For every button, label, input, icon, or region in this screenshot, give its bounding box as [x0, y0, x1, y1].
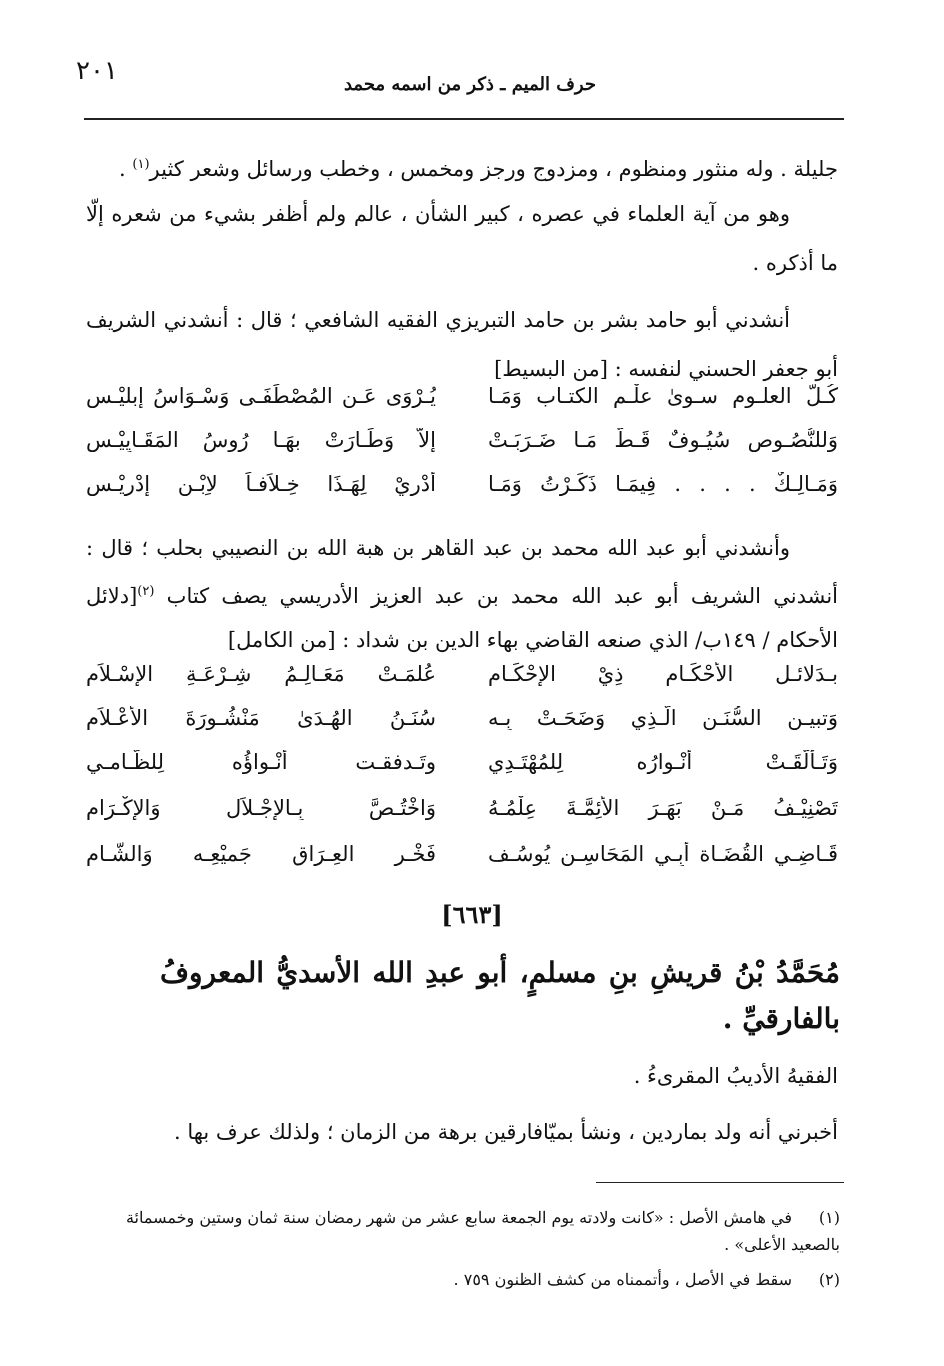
paragraph-4	[86, 526, 838, 662]
paragraph-4-text: وأنشدني أبو عبد الله محمد بن عبد القاهر بن هبة الله بن النصيبي بحلب ؛ قال : أنشدني الشريف أبو عبد الله محمد بن عبد العزيز الأدريسي يصف كتاب	[86, 536, 838, 608]
paragraph-1-text: جليلة . وله منثور ومنظوم ، ومزدوج ورجز ومخمس ، وخطب ورسائل وشعر كثير	[149, 157, 838, 181]
hemistich-second: وَاخْتُـصَّ بِـالإجْـلاَل وَالإكْـرَام	[86, 796, 436, 820]
poem-2-line-2	[86, 706, 838, 750]
hemistich-second: أَدْرِيْ لِهَـذَا خِـلاَفـاً لاِبْـنِ إدْرِيْـس	[86, 472, 436, 496]
entry-title: مُحَمَّدُ بْنُ قريشِ بنِ مسلمٍ، أبو عبدِ الله الأسديُّ المعروفُ بالفارقيِّ .	[160, 956, 840, 1035]
poem-2-line-4	[86, 796, 838, 840]
entry-number: [٦٦٣]	[441, 900, 503, 929]
hemistich-first: وَتَـأَلَّقَـتْ أَنْـوارُه لِلمُهْتَـدِي	[488, 750, 838, 774]
hemistich-second: يُـرْوَى عَـن المُصْطَفَـى وَسْـوَاسُ إبليْـس	[86, 384, 436, 408]
poem-1-line-2	[86, 428, 838, 472]
footnote-number: (١)	[818, 1208, 840, 1227]
poem-2-line-3	[86, 750, 838, 794]
paragraph-1-end: .	[119, 157, 133, 181]
poem-1-line-3	[86, 472, 838, 516]
paragraph-5: الفقيهُ الأديبُ المقرىءُ .	[633, 1064, 838, 1088]
hemistich-second: سُنَـنُ الهُـدَىٰ مَنْشُـورَةَ الأَعْـلاَم	[86, 706, 436, 730]
poem-2-line-5	[86, 842, 838, 886]
footnote-text: سقط في الأصل ، وأتممناه من كشف الظنون ٧٥٩ .	[453, 1270, 792, 1289]
footnote-divider	[596, 1182, 844, 1183]
hemistich-second: عُلمَـتْ مَعَـالِـمُ شِـرْعَـةِ الإسْـلاَم	[86, 662, 436, 686]
poem-2-line-1	[86, 662, 838, 706]
page-number: ٢٠١	[76, 56, 118, 86]
footnote-number: (٢)	[818, 1270, 840, 1289]
hemistich-second: وتَـدفقـت أَنْـواؤُه لِلظَّـامـي	[86, 750, 436, 774]
footnote-1	[84, 1204, 840, 1258]
hemistich-second: إلاّ وَطَـارَتْ بهَـا رُوسُ المَقَـايِيْـس	[86, 428, 436, 452]
hemistich-first: وَمَـالِـكٌ . . . . فِيمَـا ذَكَـرْتُ وَمَـا	[488, 472, 838, 496]
footnote-ref-1: (١)	[132, 157, 150, 172]
paragraph-6: أخبرني أنه ولد بماردين ، ونشأ بميّافارقين برهة من الزمان ؛ ولذلك عرف بها .	[173, 1120, 838, 1144]
hemistich-first: وَللنُّصُـوص سُيُـوفٌ قَـطُّ مَـا ضَـرَبَـتْ	[488, 428, 838, 452]
running-head: حرف الميم ـ ذكر من اسمه محمد	[343, 74, 596, 95]
footnote-text: في هامش الأصل : «كانت ولادته يوم الجمعة سابع عشر من شهر رمضان سنة ثمان وستين وخمسمائة بالصعيد الأعلى» .	[125, 1208, 840, 1254]
hemistich-first: تَصْنِيْـفُ مَـنْ بَهَـرَ الأَئِمَّـةَ عِلْمُـهُ	[488, 796, 838, 820]
paragraph-4-text-end: [دلائل الأحكام / ١٤٩ب/ الذي صنعه القاضي بهاء الدين بن شداد : [من الكامل]	[86, 584, 838, 652]
hemistich-first: كُـلُّ العلـوم سـوىٰ علْـم الكتـاب وَمَـا	[488, 384, 838, 408]
footnote-2	[84, 1266, 840, 1293]
footnote-ref-2: (٢)	[137, 584, 155, 599]
header-divider	[84, 118, 844, 120]
hemistich-first: وَتبيـن السُّنَـن الَّـذِي وَضَحَـتْ بِـه	[488, 706, 838, 730]
poem-1-line-1	[86, 384, 838, 428]
hemistich-first: بـدَلائـل الأَحْكَـام ذِيْ الإحْكَـام	[488, 662, 838, 686]
paragraph-2: وهو من آية العلماء في عصره ، كبير الشأن ، عالم ولم أظفر بشيء من شعره إلّا ما أذكره .	[86, 202, 838, 275]
hemistich-second: فَخْـرِ العِـرَاق جَميْعِـه وَالشَّـام	[86, 842, 436, 866]
paragraph-1	[86, 140, 838, 194]
hemistich-first: قَـاضِـي القُضَـاة أَبِـي المَحَاسِـن يُوسُـف	[488, 842, 838, 866]
paragraph-3: أنشدني أبو حامد بشر بن حامد التبريزي الفقيه الشافعي ؛ قال : أنشدني الشريف أبو جعفر الحسني لنفسه : [من البسيط]	[86, 308, 838, 381]
